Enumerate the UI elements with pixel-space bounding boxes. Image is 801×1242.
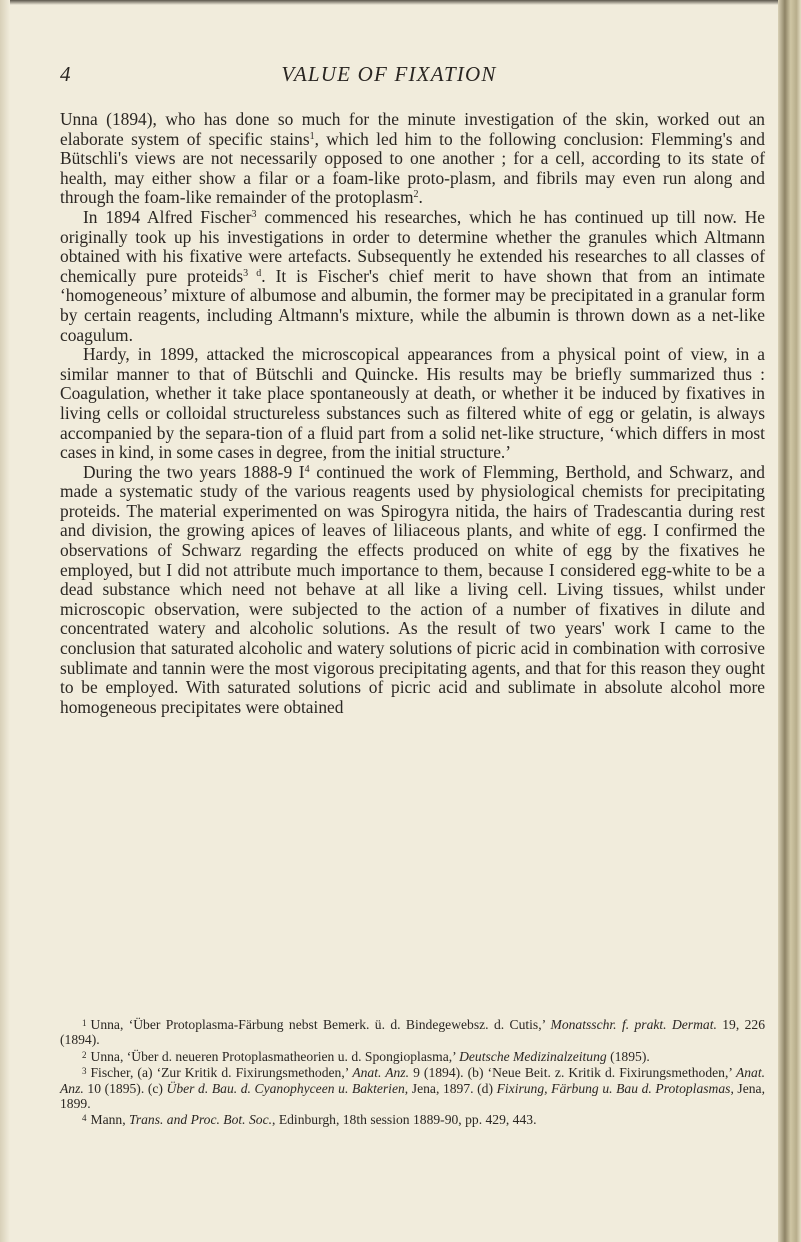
- text-run: 10 (1895). (c): [83, 1080, 167, 1096]
- paragraph: [60, 345, 765, 463]
- page-header: [0, 62, 778, 92]
- italic-text: Anat. Anz.: [60, 1065, 766, 1096]
- footnote-reference: 3 d: [243, 267, 262, 279]
- footnotes: [60, 1016, 765, 1128]
- italic-text: Über d. Bau. d. Cyanophyceen u. Bakterien: [166, 1080, 405, 1096]
- italic-text: Trans. and Proc. Bot. Soc.: [129, 1112, 273, 1128]
- footnote-reference: 4: [304, 463, 310, 475]
- text-run: Unna, ‘Über Protoplasma-Färbung nebst Bemerk. ü. d. Bindegewebsz. d. Cutis,’: [90, 1017, 551, 1032]
- footnote-mark: 3: [82, 1066, 87, 1077]
- page-top-edge: [0, 0, 778, 5]
- text-run: , Jena, 1899.: [60, 1080, 765, 1112]
- text-run: , Edinburgh, 18th session 1889-90, pp. 429, 443.: [272, 1112, 537, 1128]
- italic-text: Monatsschr. f. prakt. Dermat.: [550, 1017, 717, 1032]
- text-run: , Jena, 1897. (d): [404, 1080, 497, 1096]
- footnote: [60, 1048, 765, 1064]
- text-run: Mann,: [90, 1112, 130, 1128]
- footnote: [60, 1016, 765, 1048]
- text-run: Fischer, (a) ‘Zur Kritik d. Fixirungsmethoden,’: [90, 1065, 353, 1081]
- text-run: Hardy, in 1899, attacked the microscopical appearances from a physical point of view, in a similar manner to that of Bütschli and Quincke. His results may be briefly summarized thus : Coagulation, whether it take place spontaneously at death, or whether it be induced by fixatives in living cells or colloidal structureless substances such as filtered white of egg or gelatin, is always accompanied by the separa-tion of a fluid part from a solid net-like structure, ‘which differs in most cases in kind, in some cases in degree, from the initial structure.’: [60, 344, 765, 463]
- paragraph: [60, 463, 765, 718]
- text-run: Unna (1894), who has done so much for the minute investigation of the skin, worked out an elaborate system of specific stains: [60, 109, 765, 149]
- body-text: [60, 110, 765, 717]
- footnote: [60, 1111, 765, 1127]
- italic-text: Deutsche Medizinalzeitung: [459, 1048, 607, 1064]
- text-run: commenced his researches, which he has continued up till now. He originally took up his investigations in order to determine whether the granules which Altmann obtained with his fixative were artefacts. Subsequently he extended his researches to all classes of chemically pure proteids: [60, 206, 765, 286]
- text-run: 9 (1894). (b) ‘Neue Beit. z. Kritik d. Fixirungsmethoden,’: [409, 1065, 736, 1081]
- footnote-reference: 2: [413, 189, 419, 201]
- running-title: VALUE OF FIXATION: [281, 62, 497, 86]
- text-run: In 1894 Alfred Fischer: [83, 206, 252, 227]
- footnote-reference: 1: [309, 130, 315, 142]
- text-run: continued the work of Flemming, Berthold, and Schwarz, and made a systematic study of the various reagents used by physiological chemists for precipitating proteids. The material experimented on was Spirogyra nitida, the hairs of Tradescantia during rest and division, the growing apices of leaves of liliaceous plants, and white of egg. I confirmed the observations of Schwarz regarding the effects produced on white of egg by the fixatives he employed, but I did not attribute much importance to them, because I considered egg-white to be a dead substance which need not behave at all like a living cell. Living tissues, whilst under microscopic observation, were subjected to the action of a number of fixatives in dilute and concentrated watery and alcoholic solutions. As the result of two years' work I came to the conclusion that saturated alcoholic and watery solutions of picric acid in combination with corrosive sublimate and tannin were the most vigorous precipitating agents, and that for this reason they ought to be employed. With saturated solutions of picric acid and sublimate in absolute alcohol more homogeneous precipitates were obtained: [60, 461, 765, 717]
- text-run: 19, 226 (1894).: [60, 1017, 765, 1048]
- text-run: (1895).: [606, 1048, 650, 1064]
- text-run: , which led him to the following conclusion: Flemming's and Bütschli's views are not necessarily opposed to one another ; for a cell, according to its state of health, may either show a filar or a foam-like proto-plasm, and fibrils may even run along and through the foam-like remainder of the protoplasm: [60, 128, 765, 208]
- paragraph: [60, 208, 765, 345]
- footnote: [60, 1064, 765, 1111]
- italic-text: Fixirung, Färbung u. Bau d. Protoplasmas: [496, 1080, 731, 1096]
- footnote-mark: 4: [82, 1113, 87, 1124]
- book-spine: [778, 0, 801, 1242]
- footnote-mark: 2: [82, 1049, 87, 1060]
- italic-text: Anat. Anz.: [352, 1065, 409, 1081]
- page-number: 4: [60, 62, 71, 86]
- paragraph: [60, 110, 765, 208]
- page-left-edge: [0, 0, 10, 1242]
- text-run: . It is Fischer's chief merit to have shown that from an intimate ‘homogeneous’ mixture of albumose and albumin, the former may be precipitated in a granular form by certain reagents, including Altmann's mixture, while the albumin is thrown down as a net-like coagulum.: [60, 265, 765, 345]
- footnote-mark: 1: [82, 1018, 87, 1028]
- text-run: During the two years 1888-9 I: [83, 461, 305, 482]
- footnote-reference: 3: [251, 208, 257, 220]
- text-run: .: [418, 187, 423, 208]
- text-run: Unna, ‘Über d. neueren Protoplasmatheorien u. d. Spongioplasma,’: [90, 1048, 460, 1064]
